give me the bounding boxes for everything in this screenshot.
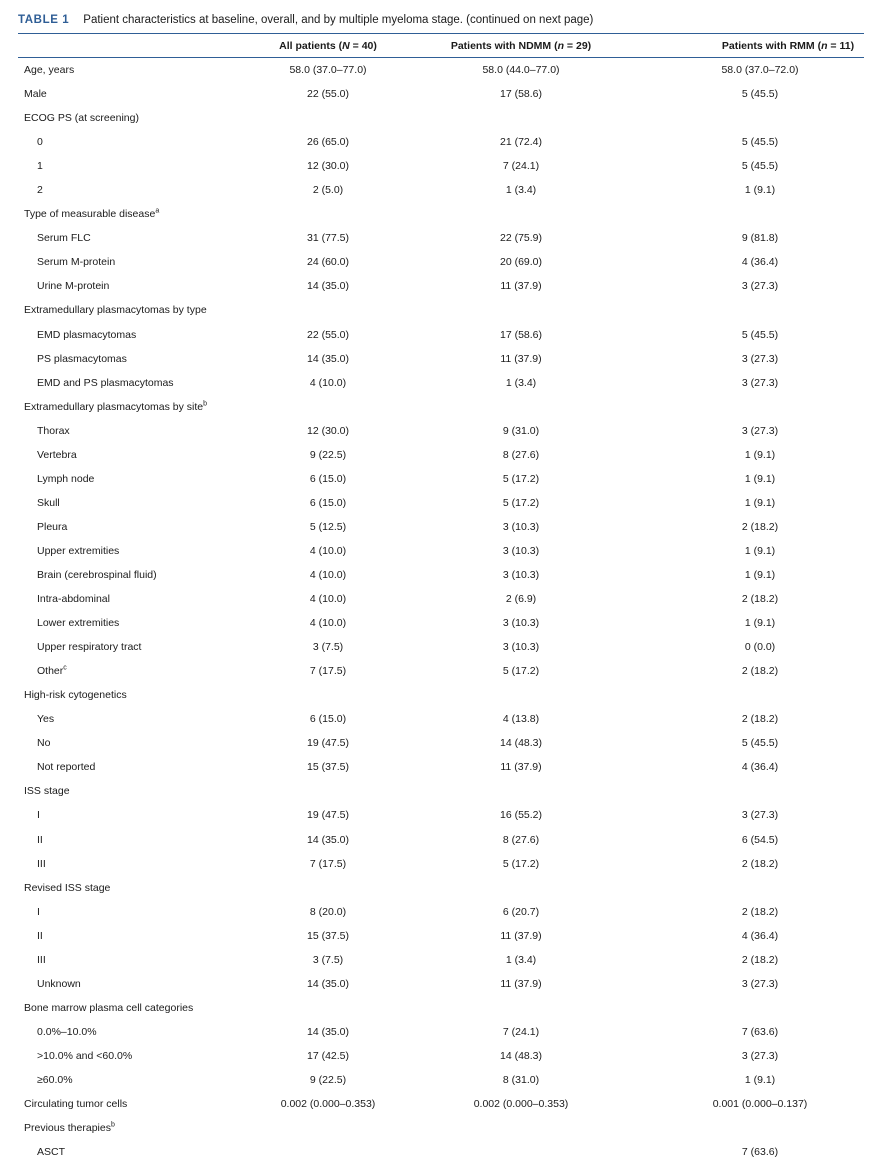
cell-value: 1 (3.4) bbox=[505, 376, 537, 389]
cell-value: 26 (65.0) bbox=[306, 136, 350, 149]
table-row bbox=[0, 468, 886, 492]
cell-value: 0.002 (0.000–0.353) bbox=[280, 1098, 376, 1111]
row-label: Intra-abdominal bbox=[37, 593, 110, 606]
row-label: Urine M-protein bbox=[37, 280, 110, 293]
cell-value: 22 (55.0) bbox=[306, 88, 350, 101]
cell-value: 1 (3.4) bbox=[505, 184, 537, 197]
cell-value: 5 (17.2) bbox=[502, 665, 540, 678]
cell-value: 31 (77.5) bbox=[306, 232, 350, 245]
cell-value: 17 (42.5) bbox=[306, 1049, 350, 1062]
cell-value: 19 (47.5) bbox=[306, 737, 350, 750]
row-label: Age, years bbox=[24, 64, 75, 76]
table-row bbox=[0, 877, 886, 901]
row-label: 2 bbox=[37, 184, 43, 197]
cell-value: 11 (37.9) bbox=[500, 761, 542, 774]
cell-value: 7 (63.6) bbox=[741, 1146, 779, 1159]
footnote-marker: b bbox=[110, 1121, 115, 1129]
table-row bbox=[0, 1021, 886, 1045]
table-row bbox=[0, 780, 886, 804]
column-header-ndmm: Patients with NDMM (n = 29) bbox=[450, 40, 592, 52]
cell-value: 17 (58.6) bbox=[499, 88, 543, 101]
table-row bbox=[0, 636, 886, 660]
table-top-rule bbox=[18, 33, 864, 34]
footnote-marker: c bbox=[63, 664, 67, 672]
row-label: Brain (cerebrospinal fluid) bbox=[37, 568, 157, 581]
row-label: ECOG PS (at screening) bbox=[24, 112, 139, 125]
row-label: Thorax bbox=[37, 424, 70, 437]
row-label: PS plasmacytomas bbox=[37, 352, 127, 365]
table-row bbox=[0, 1141, 886, 1165]
cell-value: 58.0 (37.0–72.0) bbox=[721, 64, 799, 76]
table-row bbox=[0, 756, 886, 780]
cell-value: 0 (0.0) bbox=[744, 641, 776, 654]
row-label: EMD plasmacytomas bbox=[37, 328, 137, 341]
cell-value: 2 (18.2) bbox=[741, 520, 779, 533]
cell-value: 0.001 (0.000–0.137) bbox=[712, 1098, 808, 1111]
table-row bbox=[0, 997, 886, 1021]
cell-value: 14 (35.0) bbox=[306, 833, 350, 846]
column-header-rmm: Patients with RMM (n = 11) bbox=[721, 40, 855, 52]
table-row bbox=[0, 131, 886, 155]
cell-value: 8 (20.0) bbox=[309, 905, 347, 918]
cell-value: 4 (36.4) bbox=[741, 761, 779, 774]
cell-value: 3 (27.3) bbox=[741, 280, 779, 293]
cell-value: 9 (81.8) bbox=[741, 232, 779, 245]
row-label: Serum M-protein bbox=[37, 256, 116, 269]
table-row bbox=[0, 155, 886, 179]
cell-value: 1 (9.1) bbox=[744, 184, 776, 197]
table-row bbox=[0, 275, 886, 299]
cell-value: 11 (37.9) bbox=[500, 929, 542, 942]
cell-value: 0.002 (0.000–0.353) bbox=[473, 1098, 569, 1111]
table-row bbox=[0, 925, 886, 949]
row-label: 0 bbox=[37, 136, 43, 149]
table-row bbox=[0, 59, 886, 83]
table-caption bbox=[18, 14, 593, 26]
cell-value: 16 (55.2) bbox=[499, 809, 543, 822]
cell-value: 1 (9.1) bbox=[744, 617, 776, 630]
cell-value: 2 (18.2) bbox=[741, 905, 779, 918]
cell-value: 5 (45.5) bbox=[741, 328, 779, 341]
row-label: Lymph node bbox=[37, 472, 95, 485]
table-row bbox=[0, 949, 886, 973]
table-row bbox=[0, 1117, 886, 1141]
cell-value: 7 (17.5) bbox=[309, 857, 347, 870]
cell-value: 7 (17.5) bbox=[309, 665, 347, 678]
table-row bbox=[0, 492, 886, 516]
cell-value: 7 (63.6) bbox=[741, 1025, 779, 1038]
footnote-marker: b bbox=[203, 400, 208, 408]
cell-value: 15 (37.5) bbox=[306, 929, 350, 942]
row-label: Pleura bbox=[37, 520, 68, 533]
table-row bbox=[0, 588, 886, 612]
cell-value: 4 (36.4) bbox=[741, 256, 779, 269]
cell-value: 9 (22.5) bbox=[309, 1073, 347, 1086]
cell-value: 8 (31.0) bbox=[502, 1073, 540, 1086]
row-label: Extramedullary plasmacytomas by type bbox=[24, 304, 207, 317]
row-label: Lower extremities bbox=[37, 617, 120, 630]
cell-value: 21 (72.4) bbox=[499, 136, 543, 149]
cell-value: 11 (37.9) bbox=[500, 977, 542, 990]
table-header-rule bbox=[18, 57, 864, 58]
cell-value: 1 (3.4) bbox=[505, 953, 537, 966]
cell-value: 8 (27.6) bbox=[502, 448, 540, 461]
row-label: Male bbox=[24, 88, 47, 101]
table-row bbox=[0, 396, 886, 420]
table-row bbox=[0, 227, 886, 251]
cell-value: 7 (24.1) bbox=[502, 1025, 540, 1038]
cell-value: 5 (12.5) bbox=[309, 520, 347, 533]
cell-value: 3 (10.3) bbox=[502, 544, 540, 557]
table-row bbox=[0, 1069, 886, 1093]
cell-value: 4 (10.0) bbox=[309, 617, 347, 630]
cell-value: 2 (18.2) bbox=[741, 953, 779, 966]
cell-value: 58.0 (44.0–77.0) bbox=[482, 64, 560, 76]
cell-value: 5 (17.2) bbox=[502, 496, 540, 509]
cell-value: 1 (9.1) bbox=[744, 568, 776, 581]
table-row bbox=[0, 564, 886, 588]
table-label: TABLE 1 bbox=[18, 14, 70, 26]
row-label: 0.0%–10.0% bbox=[37, 1025, 97, 1038]
table-row bbox=[0, 660, 886, 684]
cell-value: 3 (7.5) bbox=[312, 641, 344, 654]
table-row bbox=[0, 251, 886, 275]
cell-value: 5 (45.5) bbox=[741, 136, 779, 149]
cell-value: 1 (9.1) bbox=[744, 448, 776, 461]
cell-value: 3 (27.3) bbox=[741, 376, 779, 389]
cell-value: 2 (18.2) bbox=[741, 593, 779, 606]
row-label: Upper extremities bbox=[37, 544, 120, 557]
row-label: Type of measurable disease$^a$ bbox=[24, 207, 160, 221]
cell-value: 4 (36.4) bbox=[741, 929, 779, 942]
row-label: II bbox=[37, 833, 43, 846]
cell-value: 14 (35.0) bbox=[306, 280, 350, 293]
cell-value: 1 (9.1) bbox=[744, 496, 776, 509]
cell-value: 7 (24.1) bbox=[502, 160, 540, 173]
row-label: EMD and PS plasmacytomas bbox=[37, 376, 174, 389]
cell-value: 2 (18.2) bbox=[741, 857, 779, 870]
cell-value: 22 (75.9) bbox=[499, 232, 543, 245]
table-row bbox=[0, 708, 886, 732]
cell-value: 22 (55.0) bbox=[306, 328, 350, 341]
row-label: Not reported bbox=[37, 761, 96, 774]
table-body bbox=[0, 59, 886, 1165]
cell-value: 1 (9.1) bbox=[744, 544, 776, 557]
row-label: Bone marrow plasma cell categories bbox=[24, 1001, 194, 1014]
cell-value: 11 (37.9) bbox=[500, 280, 542, 293]
table-row bbox=[0, 540, 886, 564]
cell-value: 3 (27.3) bbox=[741, 977, 779, 990]
cell-value: 14 (48.3) bbox=[499, 1049, 543, 1062]
cell-value: 19 (47.5) bbox=[306, 809, 350, 822]
row-label: Upper respiratory tract bbox=[37, 641, 142, 654]
row-label: ≥60.0% bbox=[37, 1073, 73, 1086]
cell-value: 11 (37.9) bbox=[500, 352, 542, 365]
cell-value: 1 (9.1) bbox=[744, 472, 776, 485]
cell-value: 8 (27.6) bbox=[502, 833, 540, 846]
cell-value: 3 (10.3) bbox=[502, 568, 540, 581]
row-label: I bbox=[37, 905, 40, 918]
table-row bbox=[0, 299, 886, 323]
cell-value: 3 (10.3) bbox=[502, 520, 540, 533]
table-row bbox=[0, 420, 886, 444]
row-label: >10.0% and <60.0% bbox=[37, 1049, 133, 1062]
row-label: Vertebra bbox=[37, 448, 77, 461]
cell-value: 4 (10.0) bbox=[309, 568, 347, 581]
cell-value: 14 (35.0) bbox=[306, 977, 350, 990]
cell-value: 3 (27.3) bbox=[741, 424, 779, 437]
row-label: Extramedullary plasmacytomas by site$^b$ bbox=[24, 400, 208, 413]
table-row bbox=[0, 324, 886, 348]
cell-value: 3 (10.3) bbox=[502, 641, 540, 654]
table-row bbox=[0, 901, 886, 925]
cell-value: 9 (31.0) bbox=[502, 424, 540, 437]
table-row bbox=[0, 853, 886, 877]
row-label: Serum FLC bbox=[37, 232, 91, 245]
table-row bbox=[0, 179, 886, 203]
cell-value: 1 (9.1) bbox=[744, 1073, 776, 1086]
cell-value: 5 (17.2) bbox=[502, 472, 540, 485]
row-label: Previous therapies$^b$ bbox=[24, 1121, 115, 1135]
row-label: No bbox=[37, 737, 51, 750]
row-label: 1 bbox=[37, 160, 43, 173]
cell-value: 9 (22.5) bbox=[309, 448, 347, 461]
table-row bbox=[0, 83, 886, 107]
column-header-all-patients: All patients (N = 40) bbox=[279, 40, 377, 52]
table-row bbox=[0, 348, 886, 372]
table-row bbox=[0, 1045, 886, 1069]
row-label: III bbox=[37, 953, 46, 966]
cell-value: 5 (45.5) bbox=[741, 160, 779, 173]
row-label: II bbox=[37, 929, 43, 942]
table-caption-text: Patient characteristics at baseline, overall, and by multiple myeloma stage. (continued on next page) bbox=[83, 14, 594, 26]
table-row bbox=[0, 1093, 886, 1117]
table-row bbox=[0, 684, 886, 708]
cell-value: 3 (27.3) bbox=[741, 1049, 779, 1062]
row-label: Yes bbox=[37, 713, 55, 726]
table-row bbox=[0, 203, 886, 227]
table-row bbox=[0, 516, 886, 540]
cell-value: 14 (35.0) bbox=[306, 1025, 350, 1038]
cell-value: 2 (5.0) bbox=[312, 184, 344, 197]
cell-value: 20 (69.0) bbox=[499, 256, 543, 269]
cell-value: 6 (15.0) bbox=[309, 713, 347, 726]
cell-value: 58.0 (37.0–77.0) bbox=[289, 64, 367, 76]
table-row bbox=[0, 444, 886, 468]
table-row bbox=[0, 732, 886, 756]
row-label: ISS stage bbox=[24, 785, 70, 798]
cell-value: 4 (10.0) bbox=[309, 544, 347, 557]
row-label: III bbox=[37, 857, 46, 870]
cell-value: 3 (27.3) bbox=[741, 352, 779, 365]
row-label: Circulating tumor cells bbox=[24, 1098, 128, 1111]
cell-value: 2 (18.2) bbox=[741, 713, 779, 726]
cell-value: 4 (10.0) bbox=[309, 376, 347, 389]
cell-value: 2 (18.2) bbox=[741, 665, 779, 678]
cell-value: 2 (6.9) bbox=[505, 593, 537, 606]
cell-value: 6 (15.0) bbox=[309, 496, 347, 509]
cell-value: 3 (27.3) bbox=[741, 809, 779, 822]
cell-value: 12 (30.0) bbox=[306, 160, 350, 173]
cell-value: 3 (7.5) bbox=[312, 953, 344, 966]
cell-value: 12 (30.0) bbox=[306, 424, 350, 437]
cell-value: 15 (37.5) bbox=[306, 761, 350, 774]
cell-value: 3 (10.3) bbox=[502, 617, 540, 630]
row-label: Unknown bbox=[37, 977, 81, 990]
row-label: Revised ISS stage bbox=[24, 881, 111, 894]
row-label: Other$^c$ bbox=[37, 664, 67, 678]
row-label: I bbox=[37, 809, 40, 822]
table-row bbox=[0, 612, 886, 636]
table-row bbox=[0, 804, 886, 828]
table-row bbox=[0, 107, 886, 131]
cell-value: 17 (58.6) bbox=[499, 328, 543, 341]
table-row bbox=[0, 973, 886, 997]
row-label: High-risk cytogenetics bbox=[24, 689, 127, 702]
row-label: Skull bbox=[37, 496, 60, 509]
cell-value: 5 (17.2) bbox=[502, 857, 540, 870]
cell-value: 4 (10.0) bbox=[309, 593, 347, 606]
cell-value: 6 (54.5) bbox=[741, 833, 779, 846]
row-label: ASCT bbox=[37, 1146, 66, 1159]
cell-value: 6 (15.0) bbox=[309, 472, 347, 485]
table-row bbox=[0, 829, 886, 853]
cell-value: 4 (13.8) bbox=[502, 713, 540, 726]
cell-value: 14 (35.0) bbox=[306, 352, 350, 365]
cell-value: 5 (45.5) bbox=[741, 88, 779, 101]
cell-value: 5 (45.5) bbox=[741, 737, 779, 750]
table-row bbox=[0, 372, 886, 396]
cell-value: 6 (20.7) bbox=[502, 905, 540, 918]
cell-value: 24 (60.0) bbox=[306, 256, 350, 269]
cell-value: 14 (48.3) bbox=[499, 737, 543, 750]
footnote-marker: a bbox=[155, 207, 160, 215]
